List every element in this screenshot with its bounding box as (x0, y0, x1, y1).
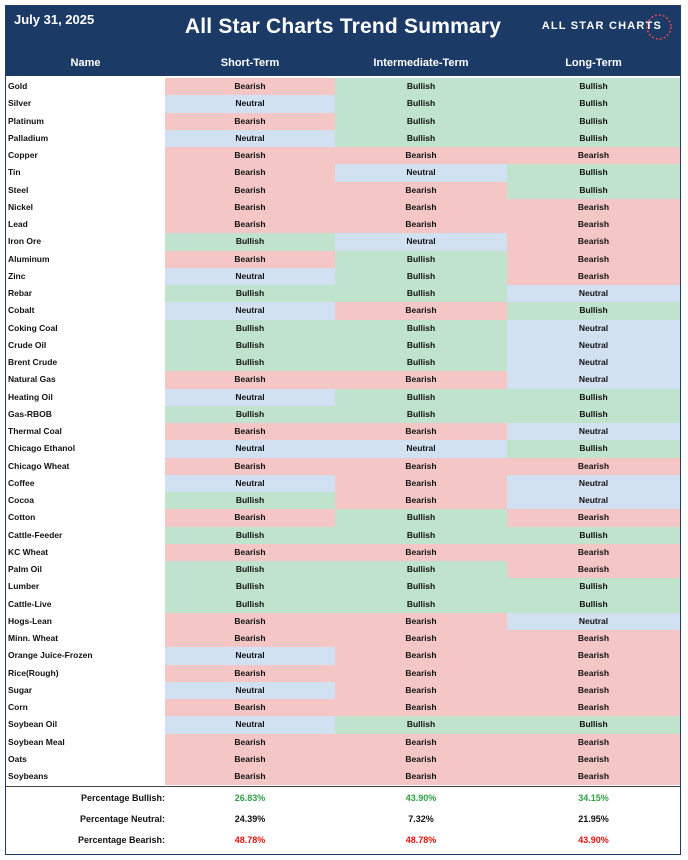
commodity-name: Lumber (8, 581, 40, 592)
long-term-signal: Bearish (507, 699, 680, 716)
short-term-signal: Bearish (165, 199, 335, 216)
commodity-name: Palm Oil (8, 564, 43, 574)
short-term-signal: Bullish (165, 596, 335, 613)
table-row (6, 182, 680, 199)
column-header-intermediate-term: Intermediate-Term (373, 57, 469, 69)
long-term-signal: Neutral (507, 613, 680, 630)
intermediate-term-signal: Bullish (335, 561, 507, 578)
commodity-name: Tin (8, 167, 21, 178)
long-term-signal: Bullish (507, 113, 680, 130)
commodity-name: Nickel (8, 201, 34, 212)
intermediate-term-signal: Bullish (335, 337, 507, 354)
intermediate-term-signal: Bearish (335, 371, 507, 388)
intermediate-term-signal: Bullish (335, 320, 507, 337)
summary-short-term-value: 26.83% (234, 793, 266, 803)
commodity-name: Chicago Wheat (8, 460, 70, 471)
summary-intermediate-term-value: 48.78% (405, 835, 437, 845)
short-term-signal: Neutral (165, 475, 335, 492)
long-term-signal: Bearish (507, 630, 680, 647)
short-term-signal: Bearish (165, 699, 335, 716)
table-row (6, 406, 680, 423)
commodity-name: Hogs-Lean (8, 615, 52, 626)
long-term-signal: Bullish (507, 78, 680, 95)
summary-row (6, 829, 680, 850)
table-row (6, 596, 680, 613)
commodity-name: Natural Gas (8, 374, 56, 385)
table-row (6, 268, 680, 285)
intermediate-term-signal: Bullish (335, 78, 507, 95)
intermediate-term-signal: Bearish (335, 216, 507, 233)
commodity-name: Crude Oil (8, 339, 47, 350)
long-term-signal: Bullish (507, 182, 680, 199)
intermediate-term-signal: Bullish (335, 95, 507, 112)
commodity-name: Rebar (8, 288, 33, 298)
intermediate-term-signal: Bearish (335, 630, 507, 647)
short-term-signal: Neutral (165, 440, 335, 457)
table-row (6, 354, 680, 371)
intermediate-term-signal: Bearish (335, 768, 507, 785)
long-term-signal: Bearish (507, 544, 680, 561)
long-term-signal: Bearish (507, 682, 680, 699)
commodity-name: Corn (8, 702, 28, 712)
summary-long-term-value: 43.90% (578, 835, 609, 845)
table-row (6, 113, 680, 130)
commodity-name: Cattle-Feeder (8, 529, 63, 540)
short-term-signal: Neutral (165, 268, 335, 285)
short-term-signal: Neutral (165, 130, 335, 147)
short-term-signal: Bearish (165, 423, 335, 440)
table-row (6, 492, 680, 509)
short-term-signal: Bearish (165, 613, 335, 630)
table-row (6, 665, 680, 682)
table-row (6, 509, 680, 526)
long-term-signal: Bullish (507, 130, 680, 147)
commodity-name: Copper (8, 150, 38, 160)
long-term-signal: Bearish (507, 147, 680, 164)
column-header-short-term: Short-Term (220, 57, 280, 69)
intermediate-term-signal: Bullish (335, 389, 507, 406)
long-term-signal: Neutral (507, 371, 680, 388)
table-row (6, 630, 680, 647)
intermediate-term-signal: Bullish (335, 251, 507, 268)
commodity-name: Silver (8, 98, 32, 109)
long-term-signal: Bearish (507, 268, 680, 285)
intermediate-term-signal: Neutral (335, 233, 507, 250)
intermediate-term-signal: Bullish (335, 406, 507, 423)
long-term-signal: Bullish (507, 302, 680, 319)
intermediate-term-signal: Neutral (335, 164, 507, 181)
commodity-name: Platinum (8, 115, 44, 126)
table-row (6, 199, 680, 216)
long-term-signal: Bullish (507, 164, 680, 181)
short-term-signal: Neutral (165, 95, 335, 112)
summary-row (6, 787, 680, 808)
table-row (6, 578, 680, 595)
short-term-signal: Neutral (165, 302, 335, 319)
intermediate-term-signal: Bearish (335, 682, 507, 699)
column-header-row (6, 51, 680, 76)
commodity-name: Sugar (8, 684, 33, 695)
short-term-signal: Bearish (165, 371, 335, 388)
commodity-name: Palladium (8, 132, 49, 143)
intermediate-term-signal: Bullish (335, 596, 507, 613)
commodity-name: Lead (8, 219, 28, 229)
brand-logo-text: ALL STAR CHARTS (541, 20, 662, 32)
short-term-signal: Bullish (165, 406, 335, 423)
commodity-name: Thermal Coal (8, 426, 62, 436)
long-term-signal: Neutral (507, 337, 680, 354)
summary-row (6, 808, 680, 829)
short-term-signal: Bullish (165, 561, 335, 578)
commodity-name: Gold (8, 81, 28, 91)
short-term-signal: Bearish (165, 113, 335, 130)
short-term-signal: Bearish (165, 251, 335, 268)
long-term-signal: Bearish (507, 509, 680, 526)
long-term-signal: Bullish (507, 596, 680, 613)
table-row (6, 423, 680, 440)
commodity-name: Coffee (8, 477, 35, 488)
report-date: July 31, 2025 (14, 12, 95, 27)
table-row (6, 130, 680, 147)
long-term-signal: Bearish (507, 647, 680, 664)
table-row (6, 716, 680, 733)
long-term-signal: Bullish (507, 95, 680, 112)
commodity-name: Aluminum (8, 253, 50, 264)
short-term-signal: Bullish (165, 527, 335, 544)
long-term-signal: Neutral (507, 492, 680, 509)
intermediate-term-signal: Bearish (335, 147, 507, 164)
long-term-signal: Bullish (507, 406, 680, 423)
table-row (6, 285, 680, 302)
long-term-signal: Neutral (507, 475, 680, 492)
intermediate-term-signal: Bearish (335, 734, 507, 751)
table-row (6, 371, 680, 388)
intermediate-term-signal: Bullish (335, 716, 507, 733)
table-row (6, 302, 680, 319)
short-term-signal: Bearish (165, 630, 335, 647)
intermediate-term-signal: Bearish (335, 475, 507, 492)
page-title: All Star Charts Trend Summary (184, 15, 502, 38)
commodity-name: Brent Crude (8, 357, 58, 367)
percentage-summary (6, 786, 680, 850)
intermediate-term-signal: Bullish (335, 578, 507, 595)
intermediate-term-signal: Bullish (335, 354, 507, 371)
long-term-signal: Bullish (507, 440, 680, 457)
table-row (6, 233, 680, 250)
summary-short-term-value: 24.39% (234, 814, 266, 824)
table-row (6, 251, 680, 268)
column-header-name: Name (70, 57, 101, 69)
short-term-signal: Bearish (165, 147, 335, 164)
long-term-signal: Bullish (507, 716, 680, 733)
table-row (6, 458, 680, 475)
long-term-signal: Bullish (507, 389, 680, 406)
short-term-signal: Bearish (165, 751, 335, 768)
short-term-signal: Neutral (165, 716, 335, 733)
table-row (6, 768, 680, 785)
long-term-signal: Neutral (507, 320, 680, 337)
short-term-signal: Bearish (165, 544, 335, 561)
table-row (6, 216, 680, 233)
short-term-signal: Bearish (165, 665, 335, 682)
short-term-signal: Bearish (165, 509, 335, 526)
column-header-long-term: Long-Term (565, 57, 622, 69)
summary-intermediate-term-value: 7.32% (408, 814, 434, 824)
title-bar (6, 6, 680, 51)
commodity-name: Steel (8, 184, 29, 195)
intermediate-term-signal: Neutral (335, 440, 507, 457)
summary-label: Percentage Bearish: (77, 835, 165, 845)
intermediate-term-signal: Bearish (335, 458, 507, 475)
long-term-signal: Bearish (507, 561, 680, 578)
table-row (6, 561, 680, 578)
table-row (6, 682, 680, 699)
long-term-signal: Bearish (507, 216, 680, 233)
intermediate-term-signal: Bullish (335, 509, 507, 526)
intermediate-term-signal: Bearish (335, 613, 507, 630)
trend-table-body (6, 78, 680, 785)
commodity-name: Minn. Wheat (8, 633, 59, 643)
table-row (6, 389, 680, 406)
long-term-signal: Neutral (507, 423, 680, 440)
summary-intermediate-term-value: 43.90% (405, 793, 437, 803)
intermediate-term-signal: Bearish (335, 544, 507, 561)
intermediate-term-signal: Bullish (335, 268, 507, 285)
commodity-name: Gas-RBOB (8, 408, 52, 419)
short-term-signal: Bullish (165, 337, 335, 354)
long-term-signal: Bullish (507, 578, 680, 595)
summary-long-term-value: 34.15% (578, 793, 609, 803)
table-row (6, 164, 680, 181)
short-term-signal: Neutral (165, 647, 335, 664)
short-term-signal: Bullish (165, 320, 335, 337)
intermediate-term-signal: Bullish (335, 130, 507, 147)
short-term-signal: Bullish (165, 492, 335, 509)
intermediate-term-signal: Bullish (335, 285, 507, 302)
long-term-signal: Bearish (507, 665, 680, 682)
table-row (6, 751, 680, 768)
commodity-name: KC Wheat (8, 546, 49, 557)
commodity-name: Oats (8, 753, 27, 764)
table-row (6, 95, 680, 112)
commodity-name: Cotton (8, 512, 36, 523)
summary-label: Percentage Neutral: (79, 814, 165, 824)
table-row (6, 544, 680, 561)
intermediate-term-signal: Bearish (335, 492, 507, 509)
short-term-signal: Bullish (165, 354, 335, 371)
long-term-signal: Bearish (507, 768, 680, 785)
commodity-name: Cattle-Live (8, 598, 52, 609)
summary-short-term-value: 48.78% (234, 835, 266, 845)
commodity-name: Soybean Meal (8, 736, 65, 747)
commodity-name: Heating Oil (8, 391, 53, 402)
short-term-signal: Bullish (165, 233, 335, 250)
commodity-name: Cobalt (8, 305, 35, 316)
short-term-signal: Bearish (165, 164, 335, 181)
short-term-signal: Bearish (165, 768, 335, 785)
commodity-name: Iron Ore (8, 236, 42, 247)
table-row (6, 647, 680, 664)
summary-label: Percentage Bullish: (80, 793, 165, 803)
table-row (6, 475, 680, 492)
long-term-signal: Bearish (507, 734, 680, 751)
intermediate-term-signal: Bullish (335, 113, 507, 130)
summary-long-term-value: 21.95% (578, 814, 609, 824)
commodity-name: Zinc (8, 270, 26, 281)
trend-summary-sheet (5, 5, 681, 855)
long-term-signal: Bearish (507, 233, 680, 250)
commodity-name: Rice(Rough) (8, 667, 59, 678)
table-row (6, 527, 680, 544)
short-term-signal: Bullish (165, 285, 335, 302)
intermediate-term-signal: Bearish (335, 647, 507, 664)
short-term-signal: Neutral (165, 389, 335, 406)
long-term-signal: Neutral (507, 285, 680, 302)
short-term-signal: Bullish (165, 578, 335, 595)
table-row (6, 440, 680, 457)
intermediate-term-signal: Bearish (335, 665, 507, 682)
commodity-name: Coking Coal (8, 322, 58, 333)
short-term-signal: Bearish (165, 216, 335, 233)
commodity-name: Soybean Oil (8, 719, 58, 730)
commodity-name: Chicago Ethanol (8, 443, 76, 454)
long-term-signal: Bullish (507, 527, 680, 544)
short-term-signal: Bearish (165, 182, 335, 199)
intermediate-term-signal: Bullish (335, 527, 507, 544)
short-term-signal: Bearish (165, 78, 335, 95)
intermediate-term-signal: Bearish (335, 699, 507, 716)
long-term-signal: Bearish (507, 199, 680, 216)
long-term-signal: Bearish (507, 251, 680, 268)
table-row (6, 320, 680, 337)
commodity-name: Cocoa (8, 495, 34, 505)
table-row (6, 699, 680, 716)
table-row (6, 613, 680, 630)
long-term-signal: Neutral (507, 354, 680, 371)
brand-logo-icon (644, 12, 674, 42)
table-row (6, 147, 680, 164)
intermediate-term-signal: Bearish (335, 423, 507, 440)
table-row (6, 78, 680, 95)
intermediate-term-signal: Bearish (335, 199, 507, 216)
table-row (6, 337, 680, 354)
intermediate-term-signal: Bearish (335, 751, 507, 768)
table-row (6, 734, 680, 751)
long-term-signal: Bearish (507, 751, 680, 768)
short-term-signal: Bearish (165, 734, 335, 751)
commodity-name: Soybeans (8, 771, 49, 781)
commodity-name: Orange Juice-Frozen (8, 650, 93, 661)
intermediate-term-signal: Bearish (335, 302, 507, 319)
short-term-signal: Neutral (165, 682, 335, 699)
long-term-signal: Bearish (507, 458, 680, 475)
short-term-signal: Bearish (165, 458, 335, 475)
intermediate-term-signal: Bearish (335, 182, 507, 199)
